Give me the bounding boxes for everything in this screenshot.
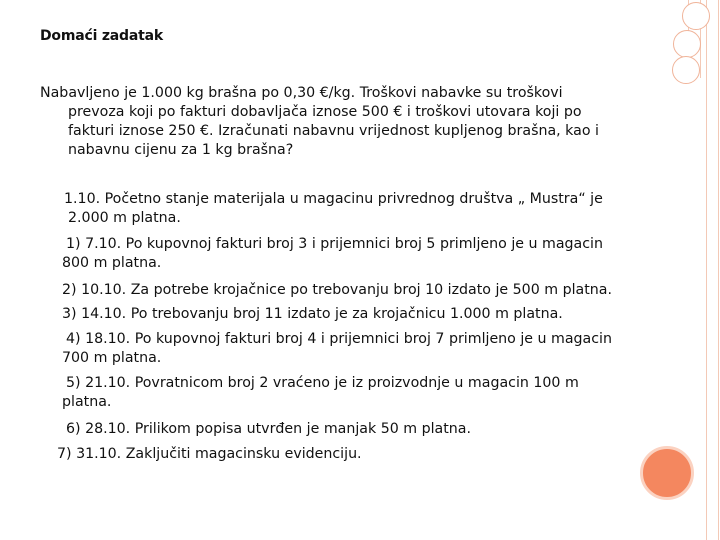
task-line: 700 m platna.	[62, 350, 162, 366]
task-line: 3) 14.10. Po trebovanju broj 11 izdato je za krojačnicu 1.000 m platna.	[62, 306, 563, 322]
frame-line	[718, 0, 719, 540]
intro-line: Nabavljeno je 1.000 kg brašna po 0,30 €/kg. Troškovi nabavke su troškovi	[40, 85, 563, 101]
slide-title: Domaći zadatak	[40, 28, 163, 44]
task-line: 1) 7.10. Po kupovnoj fakturi broj 3 i prijemnici broj 5 primljeno je u magacin	[66, 236, 603, 252]
decorative-circle	[682, 2, 710, 30]
intro-line: nabavnu cijenu za 1 kg brašna?	[68, 142, 294, 158]
intro-line: fakturi iznose 250 €. Izračunati nabavnu vrijednost kupljenog brašna, kao i	[68, 123, 599, 139]
task-line: 2) 10.10. Za potrebe krojačnice po trebovanju broj 10 izdato je 500 m platna.	[62, 282, 612, 298]
intro-line: prevoza koji po fakturi dobavljača iznose 500 € i troškovi utovara koji po	[68, 104, 582, 120]
task-line: 1.10. Početno stanje materijala u magacinu privrednog društva „ Mustra“ je	[64, 191, 603, 207]
accent-circle	[640, 446, 694, 500]
decorative-circle	[672, 56, 700, 84]
task-line: 800 m platna.	[62, 255, 162, 271]
task-line: 5) 21.10. Povratnicom broj 2 vraćeno je iz proizvodnje u magacin 100 m	[66, 375, 579, 391]
decorative-circle	[673, 30, 701, 58]
task-line: 2.000 m platna.	[68, 210, 181, 226]
task-line: 4) 18.10. Po kupovnoj fakturi broj 4 i prijemnici broj 7 primljeno je u magacin	[66, 331, 612, 347]
frame-line	[706, 0, 707, 540]
task-line: platna.	[62, 394, 112, 410]
task-line: 6) 28.10. Prilikom popisa utvrđen je manjak 50 m platna.	[66, 421, 471, 437]
task-line: 7) 31.10. Zaključiti magacinsku evidenciju.	[57, 446, 362, 462]
